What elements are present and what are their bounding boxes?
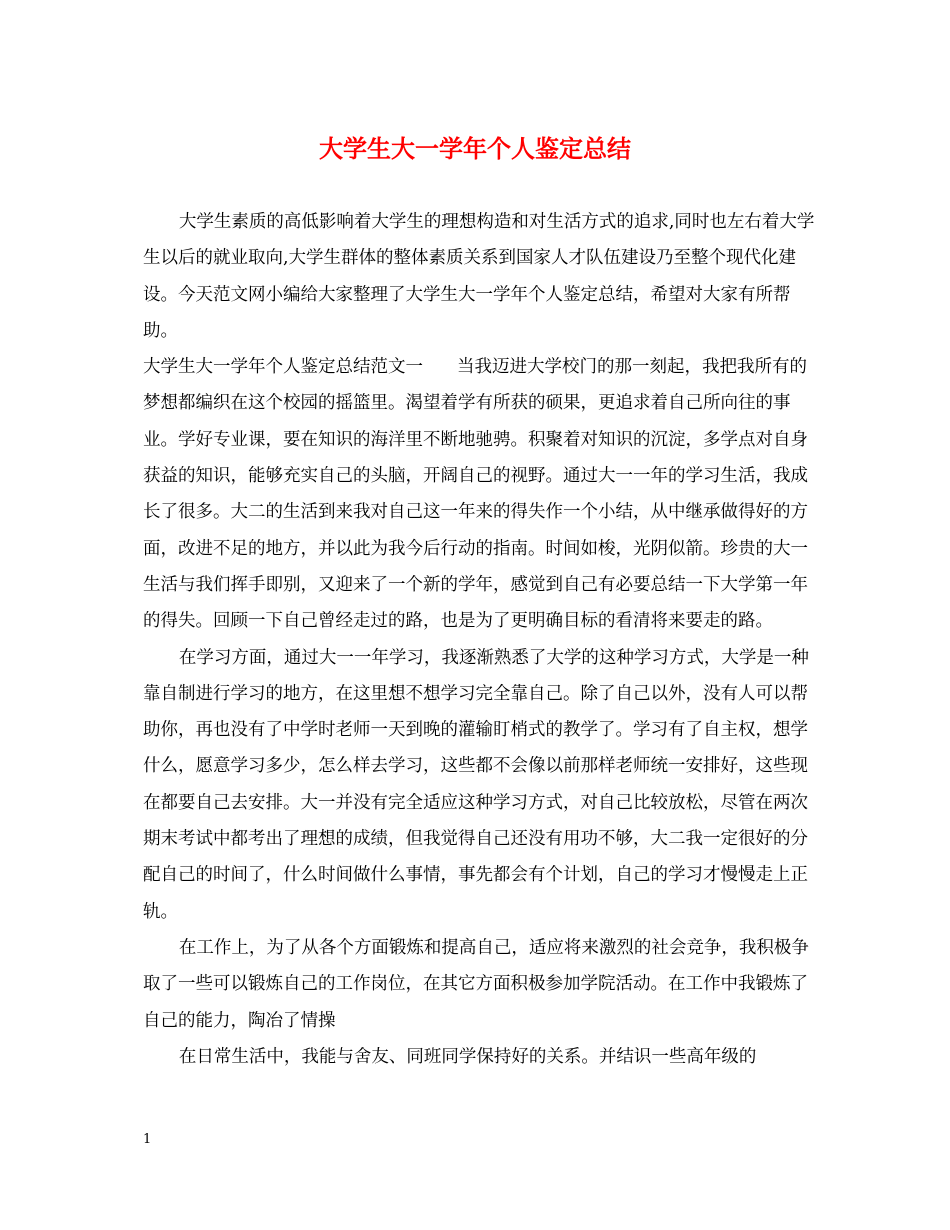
work-paragraph: 在工作上，为了从各个方面锻炼和提高自己，适应将来激烈的社会竞争，我积极争取了一些可以锻炼自己的工作岗位，在其它方面积极参加学院活动。在工作中我锻炼了自己的能力，陶冶了情操 <box>143 937 809 1031</box>
life-paragraph: 在日常生活中，我能与舍友、同班同学保持好的关系。并结识一些高年级的 <box>178 1046 757 1067</box>
page-number: 1 <box>143 1132 152 1147</box>
study-paragraph: 在学习方面，通过大一一年学习，我逐渐熟悉了大学的这种学习方式，大学是一种靠自制进行学习的地方，在这里想不想学习完全靠自己。除了自己以外，没有人可以帮助你，再也没有了中学时老师一天到晚的灌输盯梢式的教学了。学习有了自主权，想学什么，愿意学习多少，怎么样去学习，这些都不会像以前那样老师统一安排好，这些现在都要自己去安排。大一并没有完全适应这种学习方式，对自己比较放松，尽管在两次期末考试中都考出了理想的成绩，但我觉得自己还没有用功不够，大二我一定很好的分配自己的时间了，什么时间做什么事情，事先都会有个计划，自己的学习才慢慢走上正轨。 <box>143 647 809 922</box>
section-heading: 大学生大一学年个人鉴定总结范文一 <box>143 357 423 378</box>
section-paragraph <box>143 349 823 639</box>
document-title: 大学生大一学年个人鉴定总结 <box>319 134 631 163</box>
section-body-text: 当我迈进大学校门的那一刻起，我把我所有的梦想都编织在这个校园的摇篮里。渴望着学有所获的硕果，更追求着自己所向往的事业。学好专业课，要在知识的海洋里不断地驰骋。积聚着对知识的沉淀，多学点对自身获益的知识，能够充实自己的头脑，开阔自己的视野。通过大一一年的学习生活，我成长了很多。大二的生活到来我对自己这一年来的得失作一个小结，从中继承做得好的方面，改进不足的地方，并以此为我今后行动的指南。时间如梭，光阴似箭。珍贵的大一生活与我们挥手即别，又迎来了一个新的学年，感觉到自己有必要总结一下大学第一年的得失。回顾一下自己曾经走过的路，也是为了更明确目标的看清将来要走的路。 <box>143 357 808 632</box>
document-body <box>143 204 823 1075</box>
intro-paragraph: 大学生素质的高低影响着大学生的理想构造和对生活方式的追求,同时也左右着大学生以后的就业取向,大学生群体的整体素质关系到国家人才队伍建设乃至整个现代化建设。今天范文网小编给大家整理了大学生大一学年个人鉴定总结，希望对大家有所帮助。 <box>143 212 815 341</box>
